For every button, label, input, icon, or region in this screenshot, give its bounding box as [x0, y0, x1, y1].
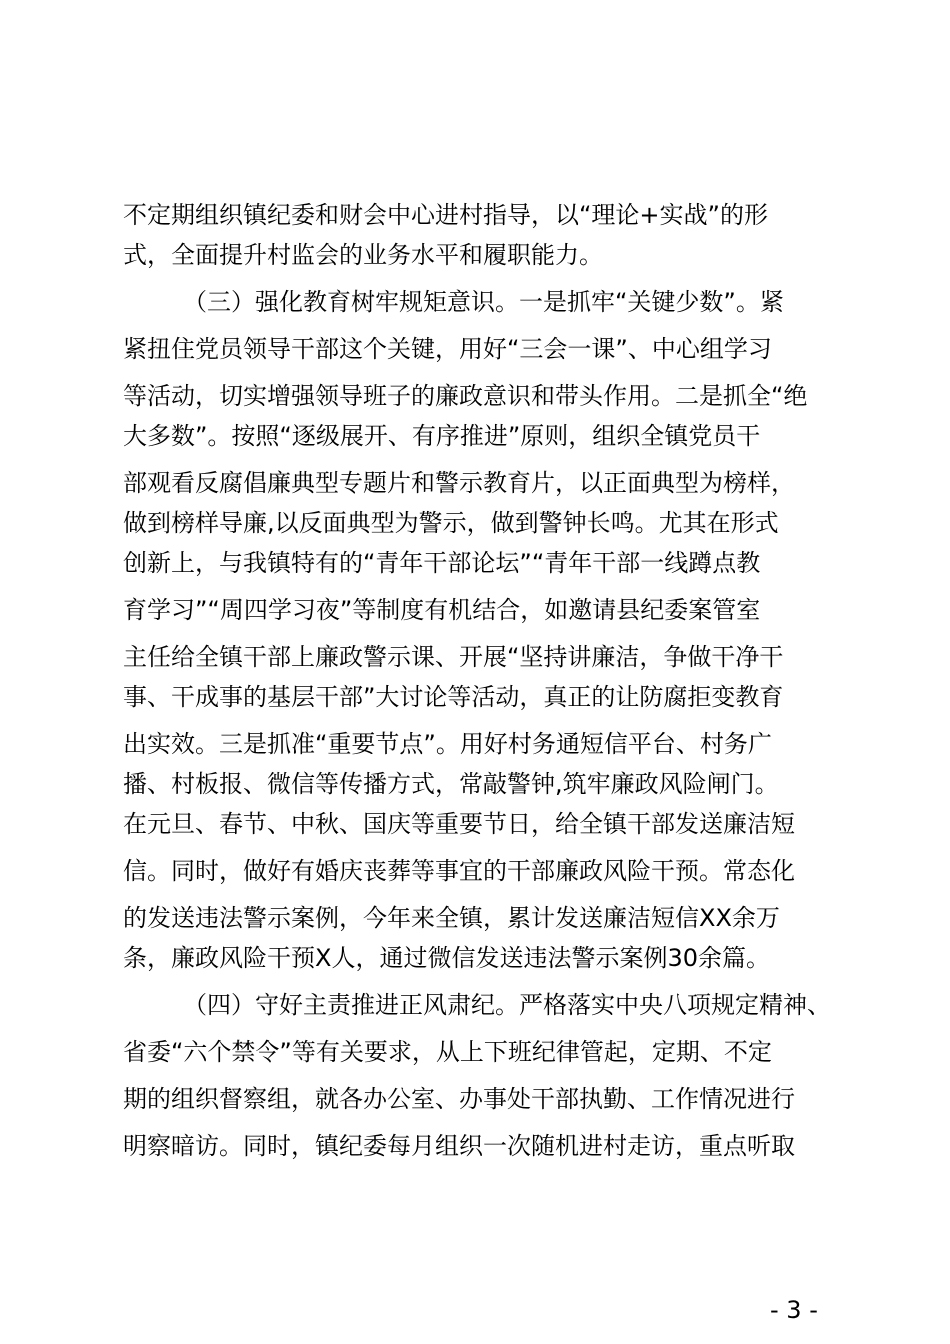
- text-line: 事、干成事的基层干部”大讨论等活动，真正的让防腐拒变教育: [123, 683, 784, 711]
- text-line: 式，全面提升村监会的业务水平和履职能力。: [123, 241, 603, 269]
- section-heading-line: （三）强化教育树牢规矩意识。一是抓牢“关键少数”。紧: [183, 288, 784, 316]
- text-line: 做到榜样导廉,以反面典型为警示，做到警钟长鸣。尤其在形式: [123, 509, 779, 537]
- text-line: 信。同时，做好有婚庆丧葬等事宜的干部廉政风险干预。常态化: [123, 857, 795, 885]
- text-line: 大多数”。按照“逐级展开、有序推进”原则，组织全镇党员干: [123, 422, 761, 450]
- text-line: 等活动，切实增强领导班子的廉政意识和带头作用。二是抓全“绝: [123, 382, 808, 410]
- text-line: 播、村板报、微信等传播方式，常敲警钟,筑牢廉政风险闸门。: [123, 770, 779, 798]
- body-text: [123, 195, 883, 1166]
- text-line: 省委“六个禁令”等有关要求，从上下班纪律管起，定期、不定: [123, 1038, 772, 1066]
- section-heading-line: （四）守好主责推进正风肃纪。严格落实中央八项规定精神、: [183, 991, 831, 1019]
- text-line: 的发送违法警示案例，今年来全镇，累计发送廉洁短信XX余万: [123, 904, 780, 932]
- text-line: 育学习”“周四学习夜”等制度有机结合，如邀请县纪委案管室: [123, 596, 761, 624]
- text-line: 不定期组织镇纪委和财会中心进村指导，以“理论+实战”的形: [123, 201, 768, 229]
- text-line: 主任给全镇干部上廉政警示课、开展“坚持讲廉洁，争做干净干: [123, 643, 784, 671]
- text-line: 明察暗访。同时，镇纪委每月组织一次随机进村走访，重点听取: [123, 1132, 795, 1160]
- text-line: 出实效。三是抓准“重要节点”。用好村务通短信平台、村务广: [123, 730, 772, 758]
- text-line: 在元旦、春节、中秋、国庆等重要节日，给全镇干部发送廉洁短: [123, 810, 795, 838]
- text-line: 紧扭住党员领导干部这个关键，用好“三会一课”、中心组学习: [123, 335, 772, 363]
- text-line: 创新上，与我镇特有的“青年干部论坛”“青年干部一线蹲点教: [123, 549, 761, 577]
- text-line: 条，廉政风险干预X人，通过微信发送违法警示案例30余篇。: [123, 944, 770, 972]
- page-number: - 3 -: [770, 1296, 818, 1324]
- text-line: 期的组织督察组，就各办公室、办事处干部执勤、工作情况进行: [123, 1085, 795, 1113]
- text-line: 部观看反腐倡廉典型专题片和警示教育片，以正面典型为榜样，: [123, 469, 795, 497]
